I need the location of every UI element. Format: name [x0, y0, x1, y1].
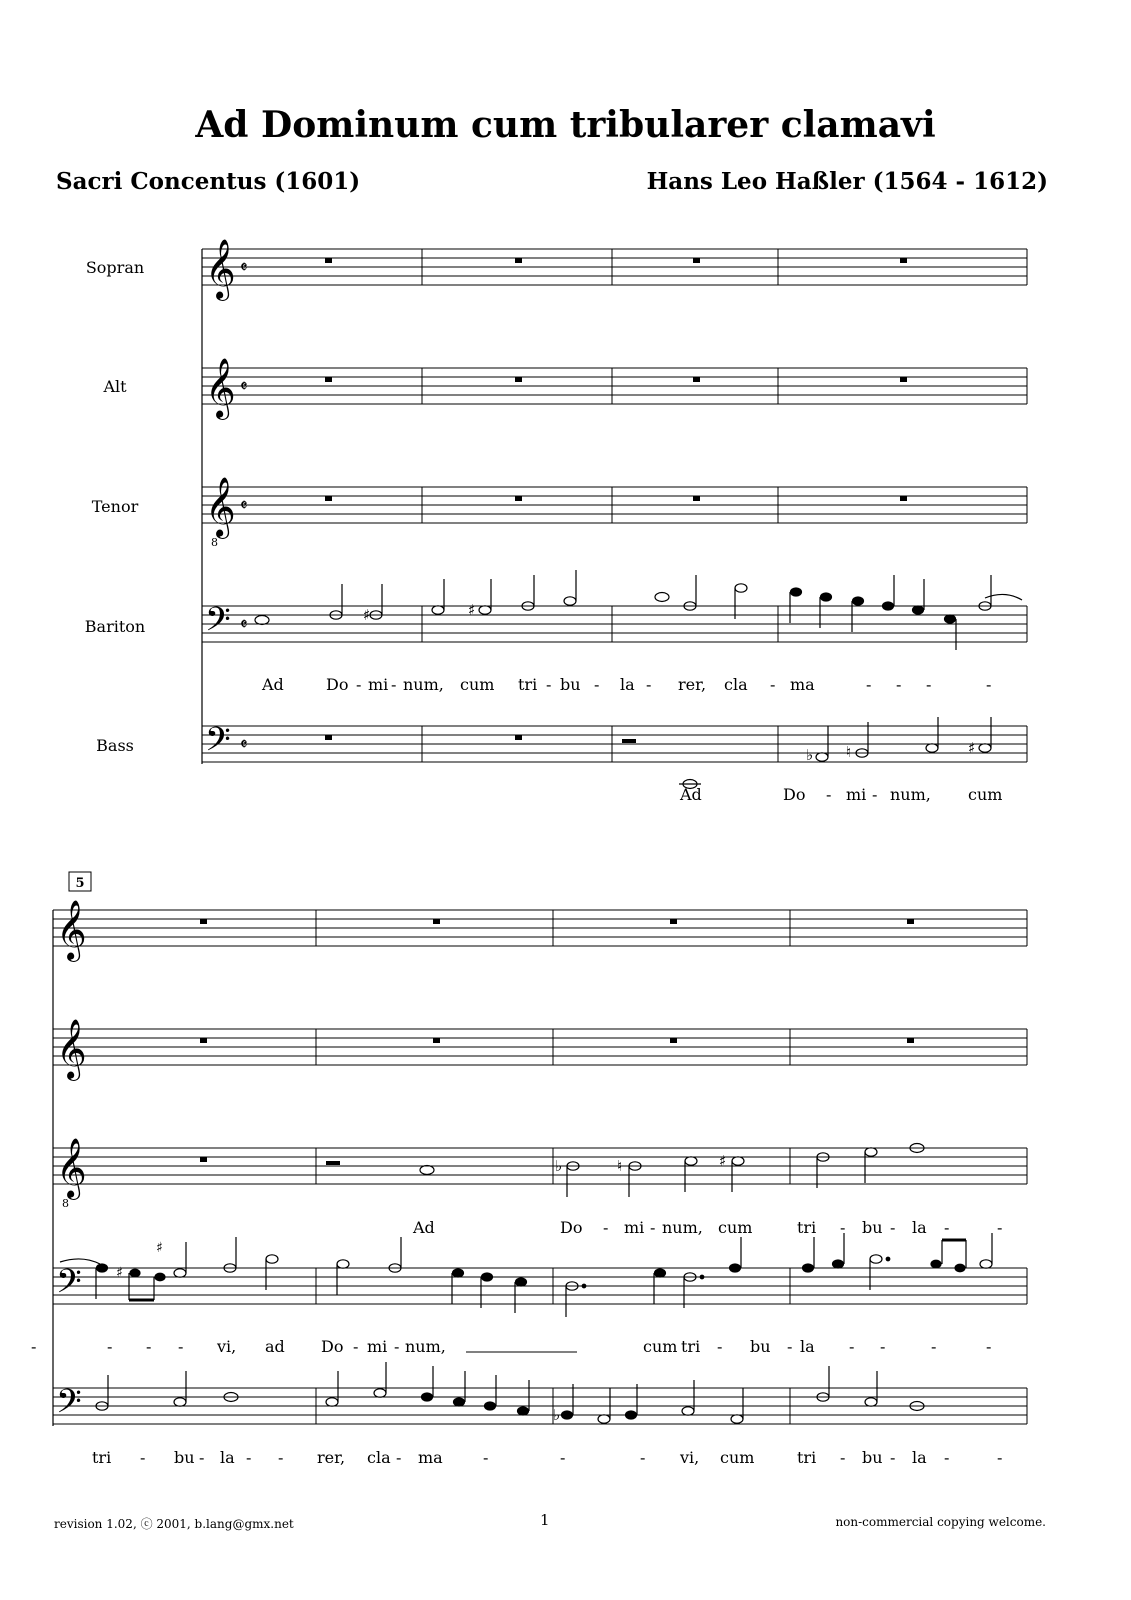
lyric: - [890, 1218, 896, 1237]
lyric: - [603, 1218, 609, 1237]
lyric: - [483, 1448, 489, 1467]
lyric: - [546, 675, 552, 694]
lyric: - [646, 675, 652, 694]
whole-rest-icon [200, 1157, 207, 1162]
lyric: bu [862, 1218, 883, 1237]
lyric: bu [174, 1448, 195, 1467]
lyric: bu [862, 1448, 883, 1467]
whole-rest-icon [325, 496, 332, 501]
whole-rest-icon [693, 496, 700, 501]
whole-rest-icon [325, 735, 332, 740]
lyric: - [391, 675, 397, 694]
lyric: - [826, 785, 832, 804]
whole-rest-icon [907, 919, 914, 924]
lyric: - [640, 1448, 646, 1467]
lyric: Ad [680, 785, 702, 804]
lyric: - [199, 1448, 205, 1467]
bariton-accidentals-1 [363, 601, 475, 624]
whole-rest-icon [200, 1038, 207, 1043]
whole-rest-icon [900, 258, 907, 263]
lyric: vi, [680, 1448, 700, 1467]
lyric: ma [790, 675, 815, 694]
lyric: - [931, 1337, 937, 1356]
lyric: rer, [678, 675, 707, 694]
lyric: - [396, 1448, 402, 1467]
octave-eight-icon: 8 [62, 1197, 69, 1210]
lyric: - [896, 675, 902, 694]
lyrics-bass-2 [92, 1448, 1002, 1467]
natural-icon: ♮ [617, 1157, 623, 1175]
bariton-notes-1 [255, 570, 747, 625]
lyric: cum [718, 1218, 753, 1237]
lyric: mi [368, 675, 389, 694]
note [255, 616, 269, 625]
lyric: - [31, 1337, 37, 1356]
bass-clef-icon: 𝄢 [205, 721, 231, 767]
lyric: vi, [217, 1337, 237, 1356]
bass-clef-icon: 𝄢 [56, 1383, 82, 1429]
whole-rest-icon [325, 258, 332, 263]
whole-rest-icon [433, 1038, 440, 1043]
lyric: - [880, 1337, 886, 1356]
whole-rest-icon [693, 377, 700, 382]
lyric: - [840, 1448, 846, 1467]
sharp-icon: ♯ [968, 739, 976, 757]
lyric: - [840, 1218, 846, 1237]
lyric: num, [405, 1337, 446, 1356]
lyric: rer, [317, 1448, 346, 1467]
voice-label-bariton: Bariton [84, 617, 146, 636]
system-2 [31, 872, 1027, 1467]
whole-rest-icon [325, 377, 332, 382]
cut-time-icon: 𝄵 [240, 258, 248, 278]
lyric: Do [560, 1218, 583, 1237]
lyric: num, [662, 1218, 703, 1237]
lyrics-bariton-1 [261, 675, 991, 694]
lyric: Ad [262, 675, 284, 694]
lyric: la [912, 1218, 927, 1237]
lyric: - [650, 1218, 656, 1237]
natural-icon: ♮ [846, 743, 852, 761]
lyric: la [220, 1448, 235, 1467]
lyric: - [353, 1337, 359, 1356]
bass-halves-2 [96, 1362, 924, 1423]
lyric: la [912, 1448, 927, 1467]
half-rest-icon [622, 739, 636, 743]
whole-rest-icon [515, 496, 522, 501]
octave-eight-icon: 8 [211, 536, 218, 549]
lyric: - [890, 1448, 896, 1467]
whole-rest-icon [670, 1038, 677, 1043]
whole-rest-icon [433, 919, 440, 924]
page-number: 1 [540, 1511, 550, 1529]
bariton-quarters-2 [96, 1233, 966, 1313]
sharp-icon: ♯ [363, 606, 371, 624]
cut-time-icon: 𝄵 [240, 496, 248, 516]
lyric: - [866, 675, 872, 694]
source-subtitle: Sacri Concentus (1601) [56, 168, 361, 195]
cut-time-icon: 𝄵 [240, 735, 248, 755]
lyrics-bariton-2 [31, 1337, 991, 1356]
lyric: tri [518, 675, 538, 694]
whole-rest-icon [907, 1038, 914, 1043]
lyric: - [944, 1448, 950, 1467]
lyric: - [944, 1218, 950, 1237]
lyric: cum [720, 1448, 755, 1467]
lyric: Do [783, 785, 806, 804]
lyric: tri [681, 1337, 701, 1356]
tenor-notes-2 [420, 1144, 924, 1198]
bass-clef-icon: 𝄢 [56, 1263, 82, 1309]
lyric: - [246, 1448, 252, 1467]
lyric: - [787, 1337, 793, 1356]
lyric: num, [890, 785, 931, 804]
lyric: Do [326, 675, 349, 694]
whole-rest-icon [900, 496, 907, 501]
lyric: - [926, 675, 932, 694]
lyric: la [620, 675, 635, 694]
rests-1 [325, 258, 907, 743]
lyric: tri [92, 1448, 112, 1467]
whole-rest-icon [515, 377, 522, 382]
voice-label-bass: Bass [96, 736, 134, 755]
lyric: - [394, 1337, 400, 1356]
treble-8vb-clef-icon: 𝄞 [205, 477, 236, 537]
lyric: cla [367, 1448, 391, 1467]
lyric: - [140, 1448, 146, 1467]
treble-clef-icon: 𝄞 [205, 358, 236, 418]
lyric: - [594, 675, 600, 694]
lyric: bu [560, 675, 581, 694]
sharp-icon: ♯ [719, 1152, 727, 1170]
page-title: Ad Dominum cum tribularer clamavi [195, 104, 936, 146]
revision-footer: revision 1.02, ⓒ 2001, b.lang@gmx.net [54, 1517, 294, 1531]
whole-rest-icon [200, 919, 207, 924]
lyric: Do [321, 1337, 344, 1356]
time-signatures-1 [240, 258, 248, 755]
treble-clef-icon: 𝄞 [205, 239, 236, 299]
measure-number: 5 [75, 876, 85, 891]
whole-rest-icon [515, 258, 522, 263]
lyric: la [800, 1337, 815, 1356]
lyric: mi [624, 1218, 645, 1237]
system-1 [85, 239, 1027, 804]
lyric: - [849, 1337, 855, 1356]
lyric: - [997, 1218, 1003, 1237]
bass-accidentals-1 [806, 739, 975, 764]
sharp-icon: ♯ [468, 601, 476, 619]
lyric: tri [797, 1448, 817, 1467]
lyric: num, [403, 675, 444, 694]
bass-quarters-2 [422, 1366, 638, 1419]
treble-clef-icon: 𝄞 [56, 1019, 87, 1079]
lyric: - [278, 1448, 284, 1467]
voice-label-sopran: Sopran [85, 258, 145, 277]
lyric: - [997, 1448, 1003, 1467]
half-rest-icon [326, 1161, 340, 1165]
lyric: - [178, 1337, 184, 1356]
lyrics-tenor-2 [412, 1218, 1002, 1237]
whole-rest-icon [670, 919, 677, 924]
lyric: bu [750, 1337, 771, 1356]
flat-icon: ♭ [553, 1406, 561, 1424]
lyric: ad [265, 1337, 285, 1356]
whole-rest-icon [693, 258, 700, 263]
lyric: cum [968, 785, 1003, 804]
lyric: - [356, 675, 362, 694]
cut-time-icon: 𝄵 [240, 377, 248, 397]
lyric: - [986, 675, 992, 694]
sharp-icon: ♯ [156, 1240, 163, 1256]
lyric: mi [367, 1337, 388, 1356]
lyric: - [717, 1337, 723, 1356]
lyric: - [770, 675, 776, 694]
bass-accidentals-2 [553, 1406, 560, 1424]
bass-clef-icon: 𝄢 [205, 601, 231, 647]
lyric: ma [418, 1448, 443, 1467]
treble-clef-icon: 𝄞 [56, 900, 87, 960]
sharp-icon: ♯ [116, 1265, 123, 1281]
lyric: cla [724, 675, 748, 694]
lyric: - [560, 1448, 566, 1467]
composer-subtitle: Hans Leo Haßler (1564 - 1612) [646, 168, 1048, 195]
whole-rest-icon [900, 377, 907, 382]
bariton-notes-1b [979, 575, 1022, 610]
lyric: mi [846, 785, 867, 804]
copying-notice: non-commercial copying welcome. [835, 1515, 1046, 1529]
lyric: Ad [413, 1218, 435, 1237]
lyric: - [107, 1337, 113, 1356]
voice-label-alt: Alt [103, 377, 127, 396]
whole-rest-icon [515, 735, 522, 740]
lyric: - [986, 1337, 992, 1356]
flat-icon: ♭ [555, 1157, 563, 1175]
lyrics-bass-1 [679, 785, 1002, 804]
bariton-quarters-1 [790, 575, 956, 650]
lyric: cum [460, 675, 495, 694]
lyric: cum [643, 1337, 678, 1356]
lyric: - [146, 1337, 152, 1356]
cut-time-icon: 𝄵 [240, 615, 248, 635]
rests-2 [200, 919, 914, 1165]
lyric: - [872, 785, 878, 804]
treble-8vb-clef-icon: 𝄞 [56, 1138, 87, 1198]
voice-label-tenor: Tenor [91, 497, 139, 516]
flat-icon: ♭ [806, 746, 814, 764]
lyric: tri [797, 1218, 817, 1237]
